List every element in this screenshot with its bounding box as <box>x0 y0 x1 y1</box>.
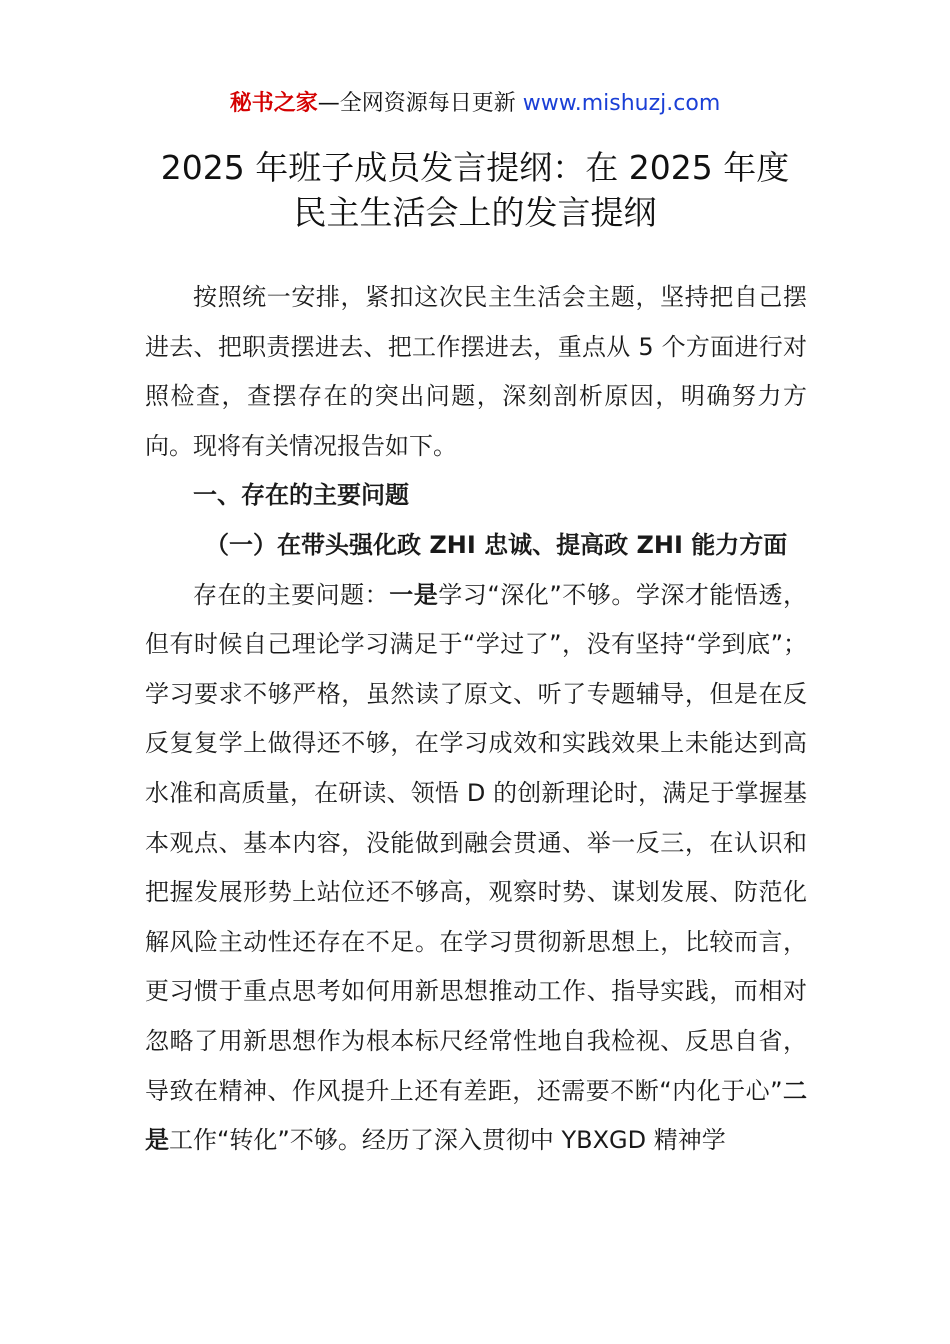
site-header <box>0 88 950 120</box>
second-point-label: 二是 <box>145 1076 808 1155</box>
intro-paragraph: 按照统一安排，紧扣这次民主生活会主题，坚持把自己摆进去、把职责摆进去、把工作摆进去，重点从 5 个方面进行对照检查，查摆存在的突出问题，深刻剖析原因，明确努力方向。现将有关情况报告如下。 <box>145 283 807 460</box>
brand-name: 秘书之家 <box>229 91 318 116</box>
second-point-text: 工作“转化”不够。经历了深入贯彻中 YBXGD 精神学 <box>169 1126 726 1155</box>
document-body <box>145 273 807 1166</box>
subsection-heading: （一）在带头强化政 ZHI 忠诚、提高政 ZHI 能力方面 <box>205 530 788 559</box>
header-tagline: —全网资源每日更新 <box>317 91 516 116</box>
document-title <box>0 145 950 235</box>
title-line-1: 2025 年班子成员发言提纲：在 2025 年度 <box>160 148 790 187</box>
problem-paragraph <box>145 571 807 1166</box>
title-line-2: 民主生活会上的发言提纲 <box>293 193 657 232</box>
first-point-label: 一是 <box>389 580 439 609</box>
problem-lead: 存在的主要问题： <box>193 580 390 609</box>
first-point-text: 学习“深化”不够。学深才能悟透，但有时候自己理论学习满足于“学过了”，没有坚持“学到底”；学习要求不够严格，虽然读了原文、听了专题辅导，但是在反反复复学上做得还不够，在学习成效和实践效果上未能达到高水准和高质量，在研读、领悟 D 的创新理论时，满足于掌握基本观点、基本内容，没能做到融会贯通、举一反三，在认识和把握发展形势上站位还不够高，观察时势、谋划发展、防范化解风险主动性还存在不足。在学习贯彻新思想上，比较而言，更习惯于重点思考如何用新思想推动工作、指导实践，而相对忽略了用新思想作为根本标尺经常性地自我检视、反思自省，导致在精神、作风提升上还有差距，还需要不断“内化于心” <box>145 580 808 1105</box>
section-heading: 一、存在的主要问题 <box>193 481 409 510</box>
site-url-link[interactable]: www.mishuzj.com <box>522 91 721 116</box>
